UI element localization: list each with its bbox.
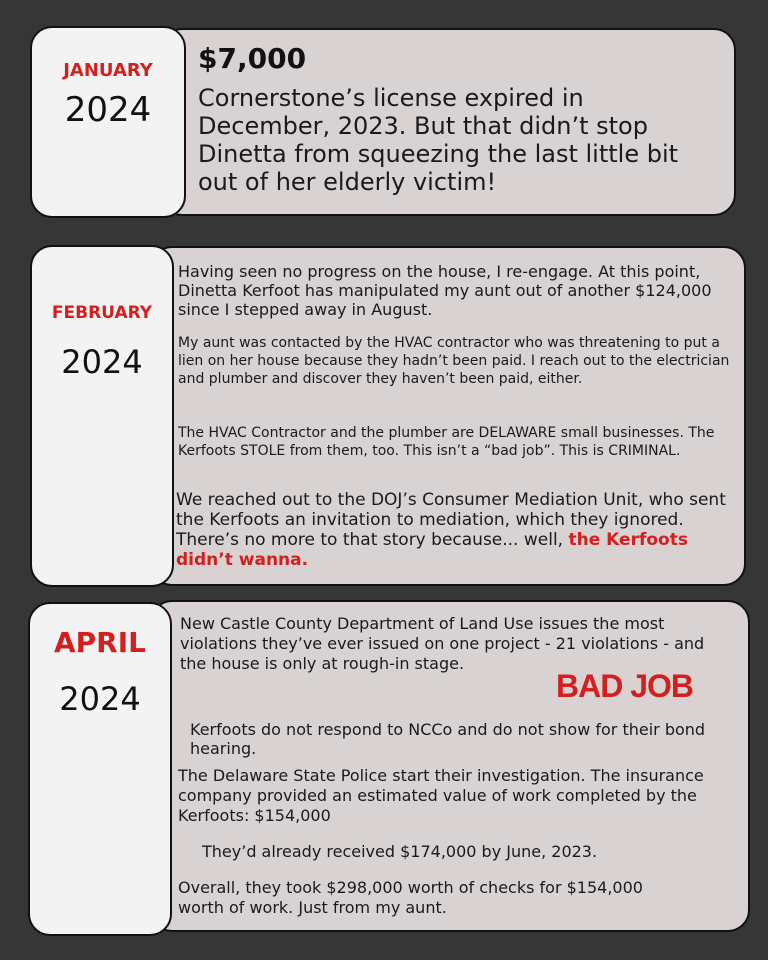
april-year: 2024 (59, 680, 141, 718)
april-date-tab (28, 602, 172, 936)
april-bad-job-stamp: BAD JOB (556, 668, 694, 704)
january-amount: $7,000 (198, 42, 307, 75)
april-paragraph-1: New Castle County Department of Land Use issues the most violations they’ve ever issued on one project - 21 violations - and the house is only at rough-in stage. (180, 614, 705, 673)
february-date-tab (30, 245, 174, 587)
january-year: 2024 (64, 90, 152, 130)
april-paragraph-4: They’d already received $174,000 by June, 2023. (202, 842, 598, 861)
january-month: JANUARY (63, 60, 153, 81)
february-month: FEBRUARY (51, 303, 153, 323)
april-paragraph-2: Kerfoots do not respond to NCCo and do not show for their bond hearing. (190, 720, 706, 758)
february-highlight: the Kerfoots didn’t wanna. (176, 530, 688, 570)
february-paragraph-4 (176, 490, 728, 570)
april-paragraph-5: Overall, they took $298,000 worth of checks for $154,000 worth of work. Just from my aunt. (178, 878, 643, 917)
february-paragraph-2: My aunt was contacted by the HVAC contractor who was threatening to put a lien on her house because they hadn’t been paid. I reach out to the electrician and plumber and discover they haven’t been paid, either. (178, 335, 730, 387)
february-paragraph-1: Having seen no progress on the house, I re-engage. At this point, Dinetta Kerfoot has manipulated my aunt out of another $124,000 since I stepped away in August. (178, 262, 712, 319)
february-card (150, 246, 746, 586)
april-card (150, 600, 750, 932)
january-text: Cornerstone’s license expired in December, 2023. But that didn’t stop Dinetta from squeezing the last little bit out of her elderly victim! (198, 84, 679, 196)
april-month: APRIL (53, 626, 146, 659)
february-year: 2024 (61, 343, 143, 381)
february-paragraph-3: The HVAC Contractor and the plumber are DELAWARE small businesses. The Kerfoots STOLE from them, too. This isn’t a “bad job”. This is CRIMINAL. (178, 425, 715, 459)
february-paragraph-4-text: We reached out to the DOJ’s Consumer Mediation Unit, who sent the Kerfoots an invitation to mediation, which they ignored. There’s no more to that story because... well, (176, 490, 726, 550)
april-paragraph-3: The Delaware State Police start their investigation. The insurance company provided an estimated value of work completed by the Kerfoots: $154,000 (178, 766, 704, 825)
january-date-tab (30, 26, 186, 218)
january-card (160, 28, 736, 216)
